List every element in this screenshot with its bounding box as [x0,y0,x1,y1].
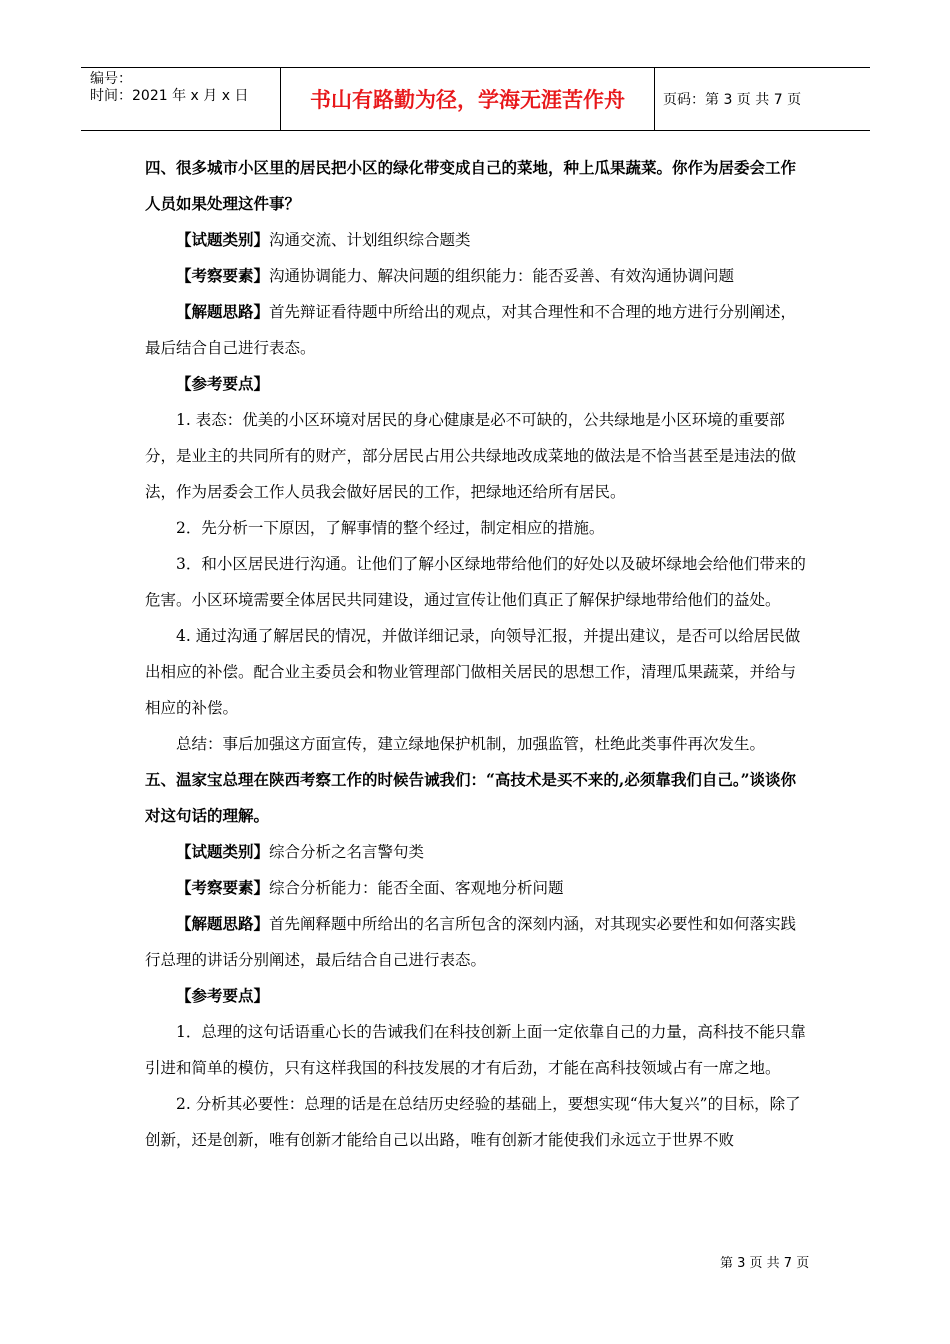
q4-summary: 总结：事后加强这方面宣传，建立绿地保护机制，加强监管，杜绝此类事件再次发生。 [176,735,766,753]
q5-elements-tag: 【考察要素】 [176,878,270,897]
q4-point-4: 4. 通过沟通了解居民的情况，并做详细记录，向领导汇报，并提出建议，是否可以给居民做出相应的补偿。配合业主委员会和物业管理部门做相关居民的思想工作，清理瓜果蔬菜，并给与相应的补偿。 [145,627,801,717]
q4-approach-text: 首先辩证看待题中所给出的观点，对其合理性和不合理的地方进行分别阐述，最后结合自己进行表态。 [145,303,797,357]
q5-type-tag: 【试题类别】 [176,842,270,861]
q4-elements-text: 沟通协调能力、解决问题的组织能力：能否妥善、有效沟通协调问题 [269,267,735,285]
number-label: 编号： [90,71,132,87]
q4-type [145,222,807,258]
header-meta [81,68,281,130]
q4-approach-tag: 【解题思路】 [176,302,270,321]
q5-elements [145,870,807,906]
q5-type-text: 综合分析之名言警句类 [269,843,425,861]
header-motto: 书山有路勤为径，学海无涯苦作舟 [281,68,655,130]
q4-elements-tag: 【考察要素】 [176,266,270,285]
q5-approach [145,906,807,978]
q4-point-1: 1. 表态：优美的小区环境对居民的身心健康是必不可缺的，公共绿地是小区环境的重要部分，是业主的共同所有的财产，部分居民占用公共绿地改成菜地的做法是不恰当甚至是违法的做法，作为居委会工作人员我会做好居民的工作，把绿地还给所有居民。 [145,411,797,501]
q4-point-3: 3．和小区居民进行沟通。让他们了解小区绿地带给他们的好处以及破坏绿地会给他们带来的危害。小区环境需要全体居民共同建设，通过宣传让他们真正了解保护绿地带给他们的益处。 [145,555,806,609]
q5-approach-text: 首先阐释题中所给出的名言所包含的深刻内涵，对其现实必要性和如何落实践行总理的讲话分别阐述，最后结合自己进行表态。 [145,915,797,969]
q4-type-text: 沟通交流、计划组织综合题类 [269,231,471,249]
q5-point-2: 2. 分析其必要性：总理的话是在总结历史经验的基础上，要想实现“伟大复兴”的目标，除了创新，还是创新，唯有创新才能给自己以出路，唯有创新才能使我们永远立于世界不败 [145,1095,801,1149]
q5-elements-text: 综合分析能力：能否全面、客观地分析问题 [269,879,564,897]
q4-approach [145,294,807,366]
q5-reference [145,978,807,1014]
q5-reference-tag: 【参考要点】 [176,986,270,1005]
q5-approach-tag: 【解题思路】 [176,914,270,933]
question-4: 四、很多城市小区里的居民把小区的绿化带变成自己的菜地，种上瓜果蔬菜。你作为居委会工作人员如果处理这件事？ [145,158,797,213]
header-page-number: 页码：第 3 页 共 7 页 [663,92,802,108]
q4-reference-tag: 【参考要点】 [176,374,270,393]
document-body [145,150,807,1158]
q4-type-tag: 【试题类别】 [176,230,270,249]
time-label: 时间：2021 年 x 月 x 日 [90,88,249,104]
question-5: 五、温家宝总理在陕西考察工作的时候告诫我们：“高技术是买不来的,必须靠我们自己。”谈谈你对这句话的理解。 [145,770,796,825]
page-header [81,67,870,131]
q4-reference [145,366,807,402]
q4-elements [145,258,807,294]
q5-point-1: 1．总理的这句话语重心长的告诫我们在科技创新上面一定依靠自己的力量，高科技不能只靠引进和简单的模仿，只有这样我国的科技发展的才有后劲，才能在高科技领域占有一席之地。 [145,1023,806,1077]
q5-type [145,834,807,870]
q4-point-2: 2．先分析一下原因，了解事情的整个经过，制定相应的措施。 [176,519,605,537]
footer-page-number: 第 3 页 共 7 页 [720,1256,810,1271]
